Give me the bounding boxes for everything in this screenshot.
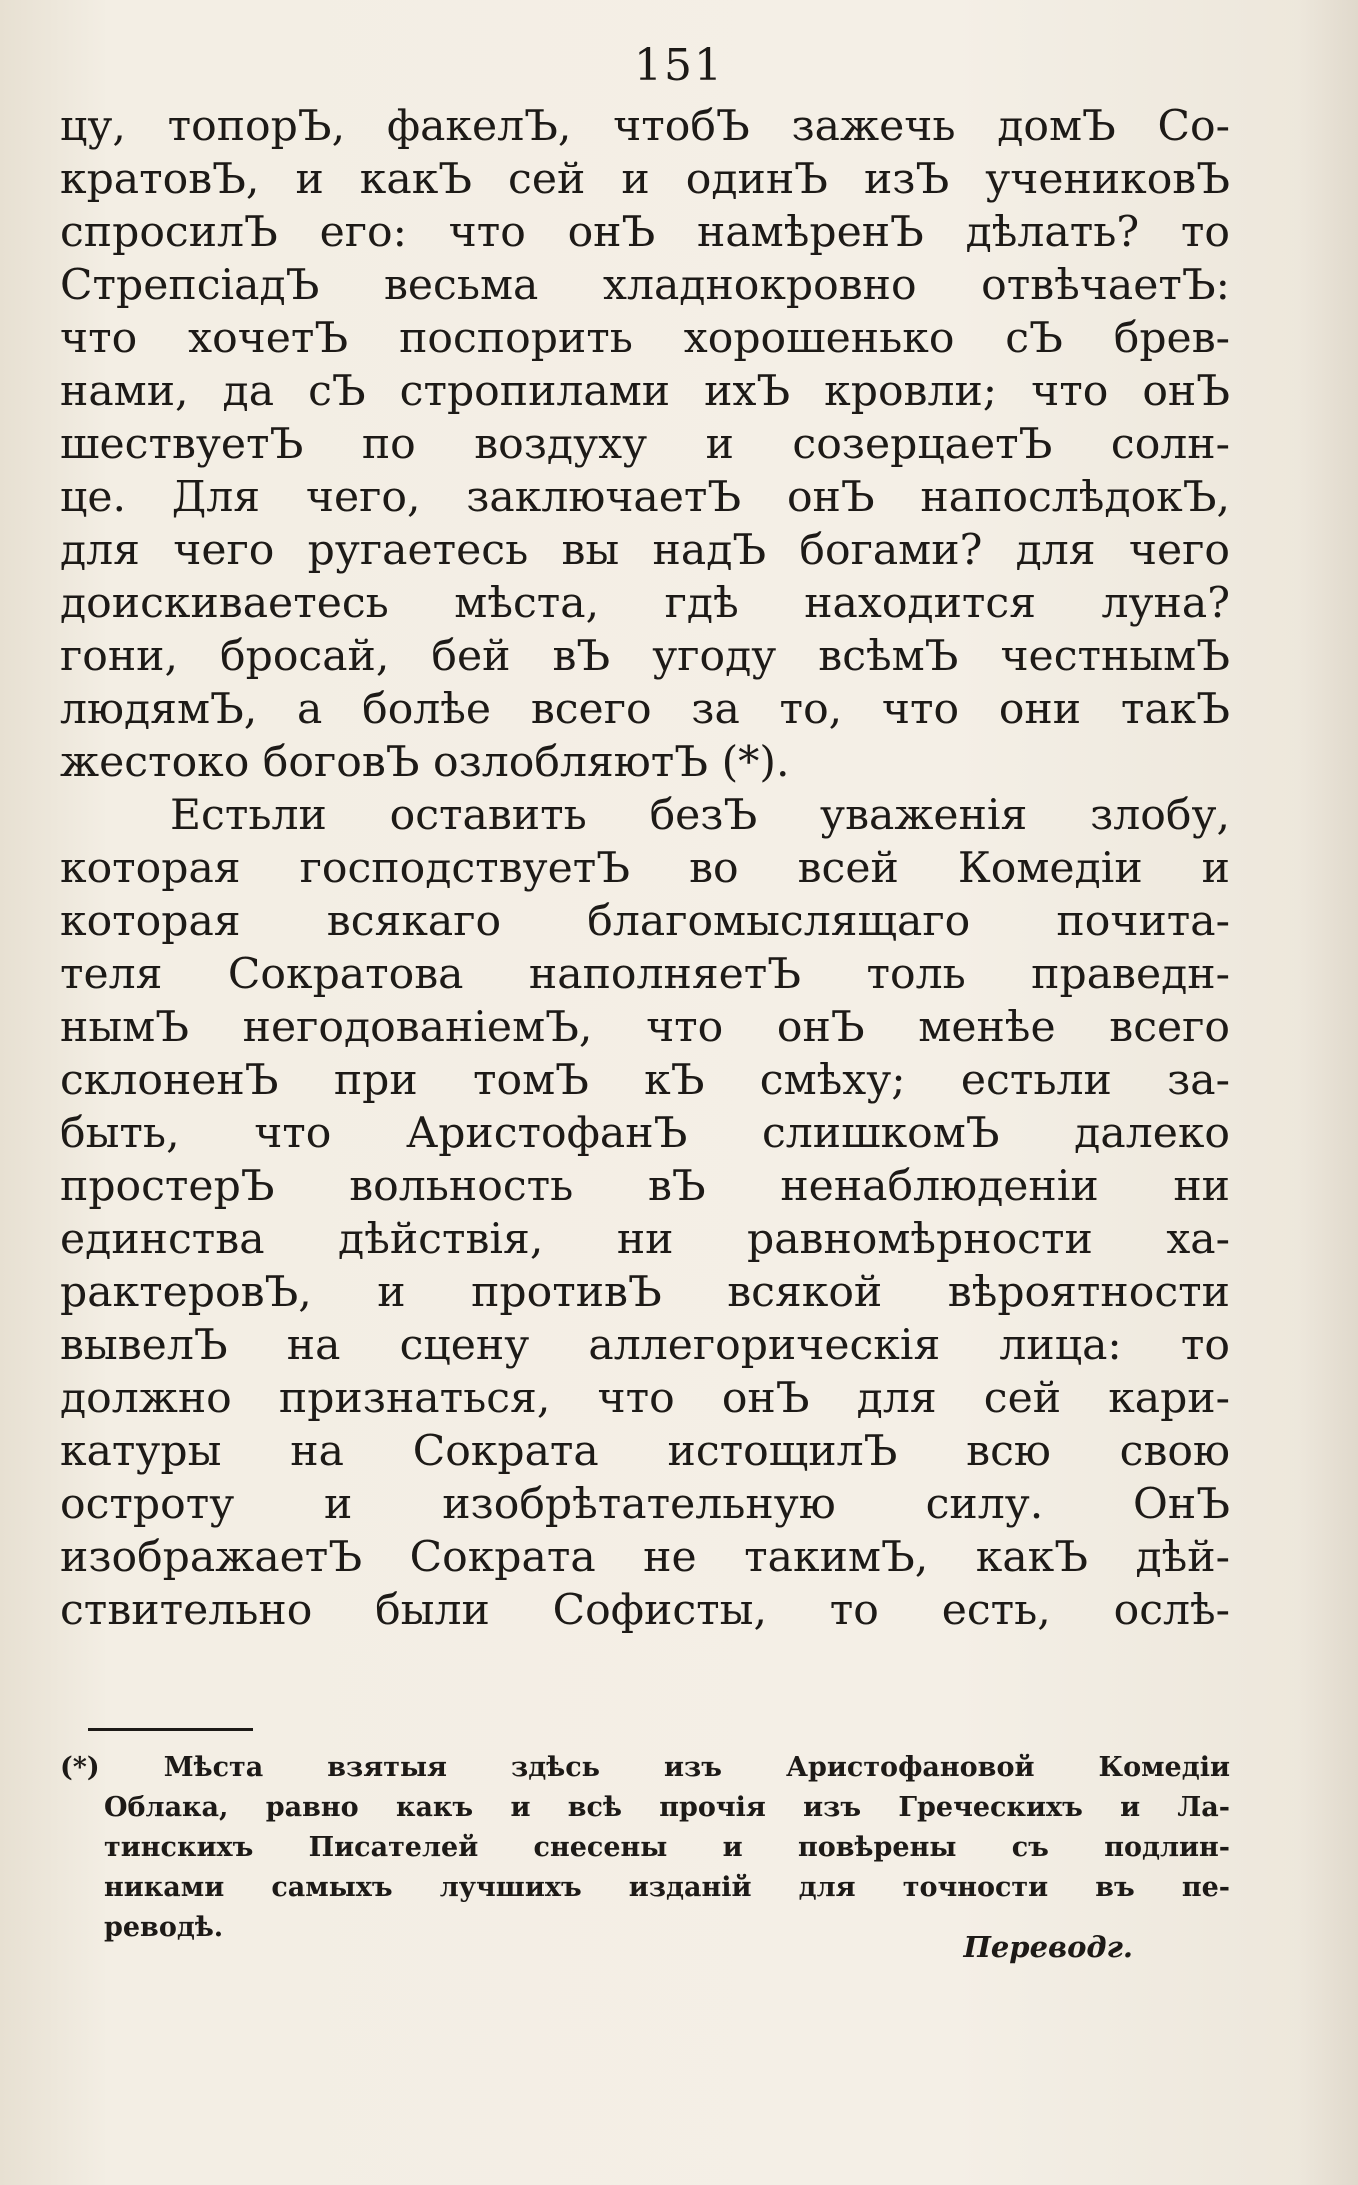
text-line: катуры на Сократа истощилЪ всю свою [60,1427,1230,1476]
text-line: рактеровЪ, и противЪ всякой вѣроятности [60,1268,1230,1317]
text-line: которая господствуетЪ во всей Комедіи и [60,844,1230,893]
page-number: 151 [634,40,724,91]
text-line: доискиваетесь мѣста, гдѣ находится луна? [60,579,1230,628]
text-line: цу, топорЪ, факелЪ, чтобЪ зажечь домЪ Со- [60,102,1230,151]
text-line: остроту и изобрѣтательную силу. ОнЪ [60,1480,1230,1529]
text-line: СтрепсіадЪ весьма хладнокровно отвѣчаетЪ: [60,261,1230,310]
text-line: жестоко боговЪ озлобляютЪ (*). [60,738,790,787]
body-text [60,100,1230,1637]
text-line: простерЪ вольность вЪ ненаблюденіи ни [60,1162,1230,1211]
footnote-line: реводѣ. [104,1912,224,1943]
translator-signature: Переводг. [963,1930,1133,1964]
text-line: шествуетЪ по воздуху и созерцаетЪ солн- [60,420,1230,469]
text-line: гони, бросай, бей вЪ угоду всѣмЪ честнымЪ [60,632,1230,681]
text-line: должно признаться, что онЪ для сей кари- [60,1374,1230,1423]
text-line: ствительно были Софисты, то есть, ослѣ- [60,1586,1230,1635]
footnote-line: (*) Мѣста взятыя здѣсь изъ Аристофановой Комедіи [60,1752,1230,1783]
text-line: что хочетЪ поспорить хорошенько сЪ брев- [60,314,1230,363]
text-line: теля Сократова наполняетЪ толь праведн- [60,950,1230,999]
footnote-line: Облака, равно какъ и всѣ прочія изъ Греческихъ и Ла- [104,1792,1230,1823]
footnote [60,1748,1230,1948]
text-line: быть, что АристофанЪ слишкомЪ далеко [60,1109,1230,1158]
text-line: нымЪ негодованіемЪ, что онЪ менѣе всего [60,1003,1230,1052]
text-line: склоненЪ при томЪ кЪ смѣху; естьли за- [60,1056,1230,1105]
page-shadow [1298,0,1358,2185]
text-line: кратовЪ, и какЪ сей и одинЪ изЪ учениковЪ [60,155,1230,204]
footnote-line: тинскихъ Писателей снесены и повѣрены съ подлин- [104,1832,1230,1863]
text-line: изображаетЪ Сократа не такимЪ, какЪ дѣй- [60,1533,1230,1582]
footnote-divider [88,1728,253,1731]
text-line: единства дѣйствія, ни равномѣрности ха- [60,1215,1230,1264]
text-line: спросилЪ его: что онЪ намѣренЪ дѣлать? то [60,208,1230,257]
text-line: це. Для чего, заключаетЪ онЪ напослѣдокЪ, [60,473,1230,522]
text-line: нами, да сЪ стропилами ихЪ кровли; что онЪ [60,367,1230,416]
text-line: которая всякаго благомыслящаго почита- [60,897,1230,946]
text-line: вывелЪ на сцену аллегорическія лица: то [60,1321,1230,1370]
text-line: Естьли оставить безЪ уваженія злобу, [170,791,1230,840]
text-line: для чего ругаетесь вы надЪ богами? для чего [60,526,1230,575]
text-line: людямЪ, а болѣе всего за то, что они такЪ [60,685,1230,734]
footnote-line: никами самыхъ лучшихъ изданій для точности въ пе- [104,1872,1230,1903]
